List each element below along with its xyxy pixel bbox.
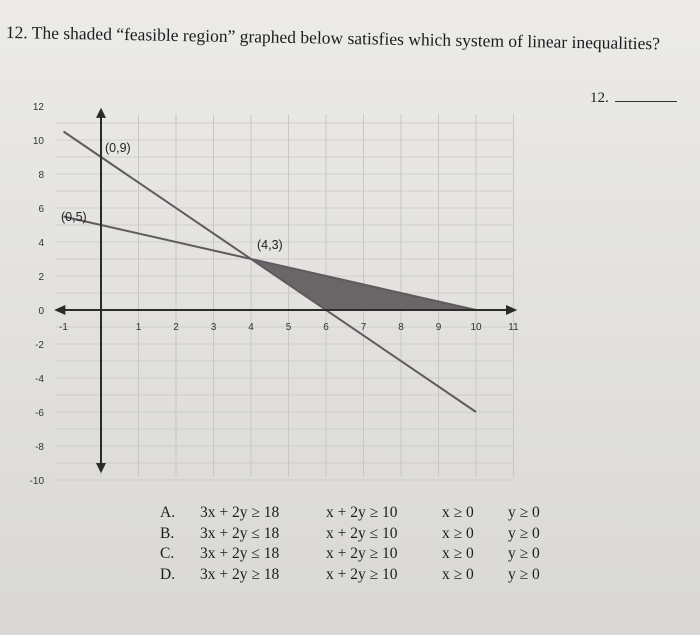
choice-letter: B. [160,524,175,542]
axes [54,108,517,474]
question-prompt: The shaded “feasible region” graphed below satisfies which system of linear inequalities? [31,22,661,54]
inequality-1: 3x + 2y ≤ 18 [200,524,280,542]
x-tick-label: 7 [360,322,367,333]
inequality-2: x + 2y ≥ 10 [326,545,398,563]
choice-b[interactable] [160,524,568,545]
y-tick-label: -4 [35,374,44,385]
point-label: (0,5) [61,210,87,224]
y-tick-label: -2 [35,340,44,351]
y-tick-label: 2 [38,272,44,283]
inequality-2: x + 2y ≤ 10 [326,524,398,542]
point-label: (0,9) [105,141,131,155]
y-tick-label: 10 [32,136,44,147]
y-axis-arrow-up [96,108,106,118]
line-x-2y-10 [64,217,477,311]
x-tick-label: 11 [508,322,519,333]
x-tick-label: 2 [173,322,179,333]
y-tick-label: -6 [35,408,44,419]
point-label: (4,3) [257,238,283,252]
question-number: 12. [5,22,28,43]
y-tick-label: 6 [38,204,44,215]
choice-d[interactable] [160,565,568,586]
x-axis-arrow-right [506,305,517,315]
inequality-1: 3x + 2y ≥ 18 [200,504,280,522]
answer-choices [160,503,568,585]
x-tick-label: 10 [470,322,482,333]
choice-letter: D. [160,565,176,583]
inequality-4: y ≥ 0 [508,565,540,583]
inequality-4: y ≥ 0 [508,545,540,563]
y-axis-arrow-down [96,463,106,473]
choice-letter: A. [160,504,176,522]
choice-c[interactable] [160,544,568,565]
inequality-3: x ≥ 0 [442,524,474,542]
inequality-4: y ≥ 0 [508,524,540,542]
x-tick-label: 9 [435,322,442,333]
inequality-3: x ≥ 0 [442,565,474,583]
inequality-2: x + 2y ≥ 10 [326,504,398,522]
x-tick-label: 8 [398,322,404,333]
grid [56,115,514,481]
inequality-2: x + 2y ≥ 10 [326,565,398,583]
x-tick-label: 6 [323,322,329,333]
inequality-4: y ≥ 0 [508,504,540,522]
answer-label: 12. [590,90,609,106]
y-tick-label: 12 [32,102,44,113]
choice-a[interactable] [160,503,568,524]
inequality-3: x ≥ 0 [442,504,474,522]
inequality-3: x ≥ 0 [442,545,474,563]
x-tick-label: 4 [248,322,254,333]
x-tick-label: 5 [285,322,292,333]
x-tick-label: 1 [135,322,142,333]
y-tick-label: -8 [35,442,44,453]
line-3x-2y-18 [64,132,477,413]
choice-letter: C. [160,545,175,563]
y-tick-label: 0 [38,306,44,317]
point-labels [61,141,283,252]
inequality-1: 3x + 2y ≥ 18 [200,565,280,583]
x-tick-label: 3 [210,322,217,333]
x-axis-arrow-left [54,305,65,315]
x-tick-label: -1 [59,322,68,333]
y-tick-label: 4 [38,238,44,249]
y-tick-label: 8 [38,170,44,181]
y-tick-label: -10 [29,476,44,487]
inequality-1: 3x + 2y ≤ 18 [200,545,280,563]
